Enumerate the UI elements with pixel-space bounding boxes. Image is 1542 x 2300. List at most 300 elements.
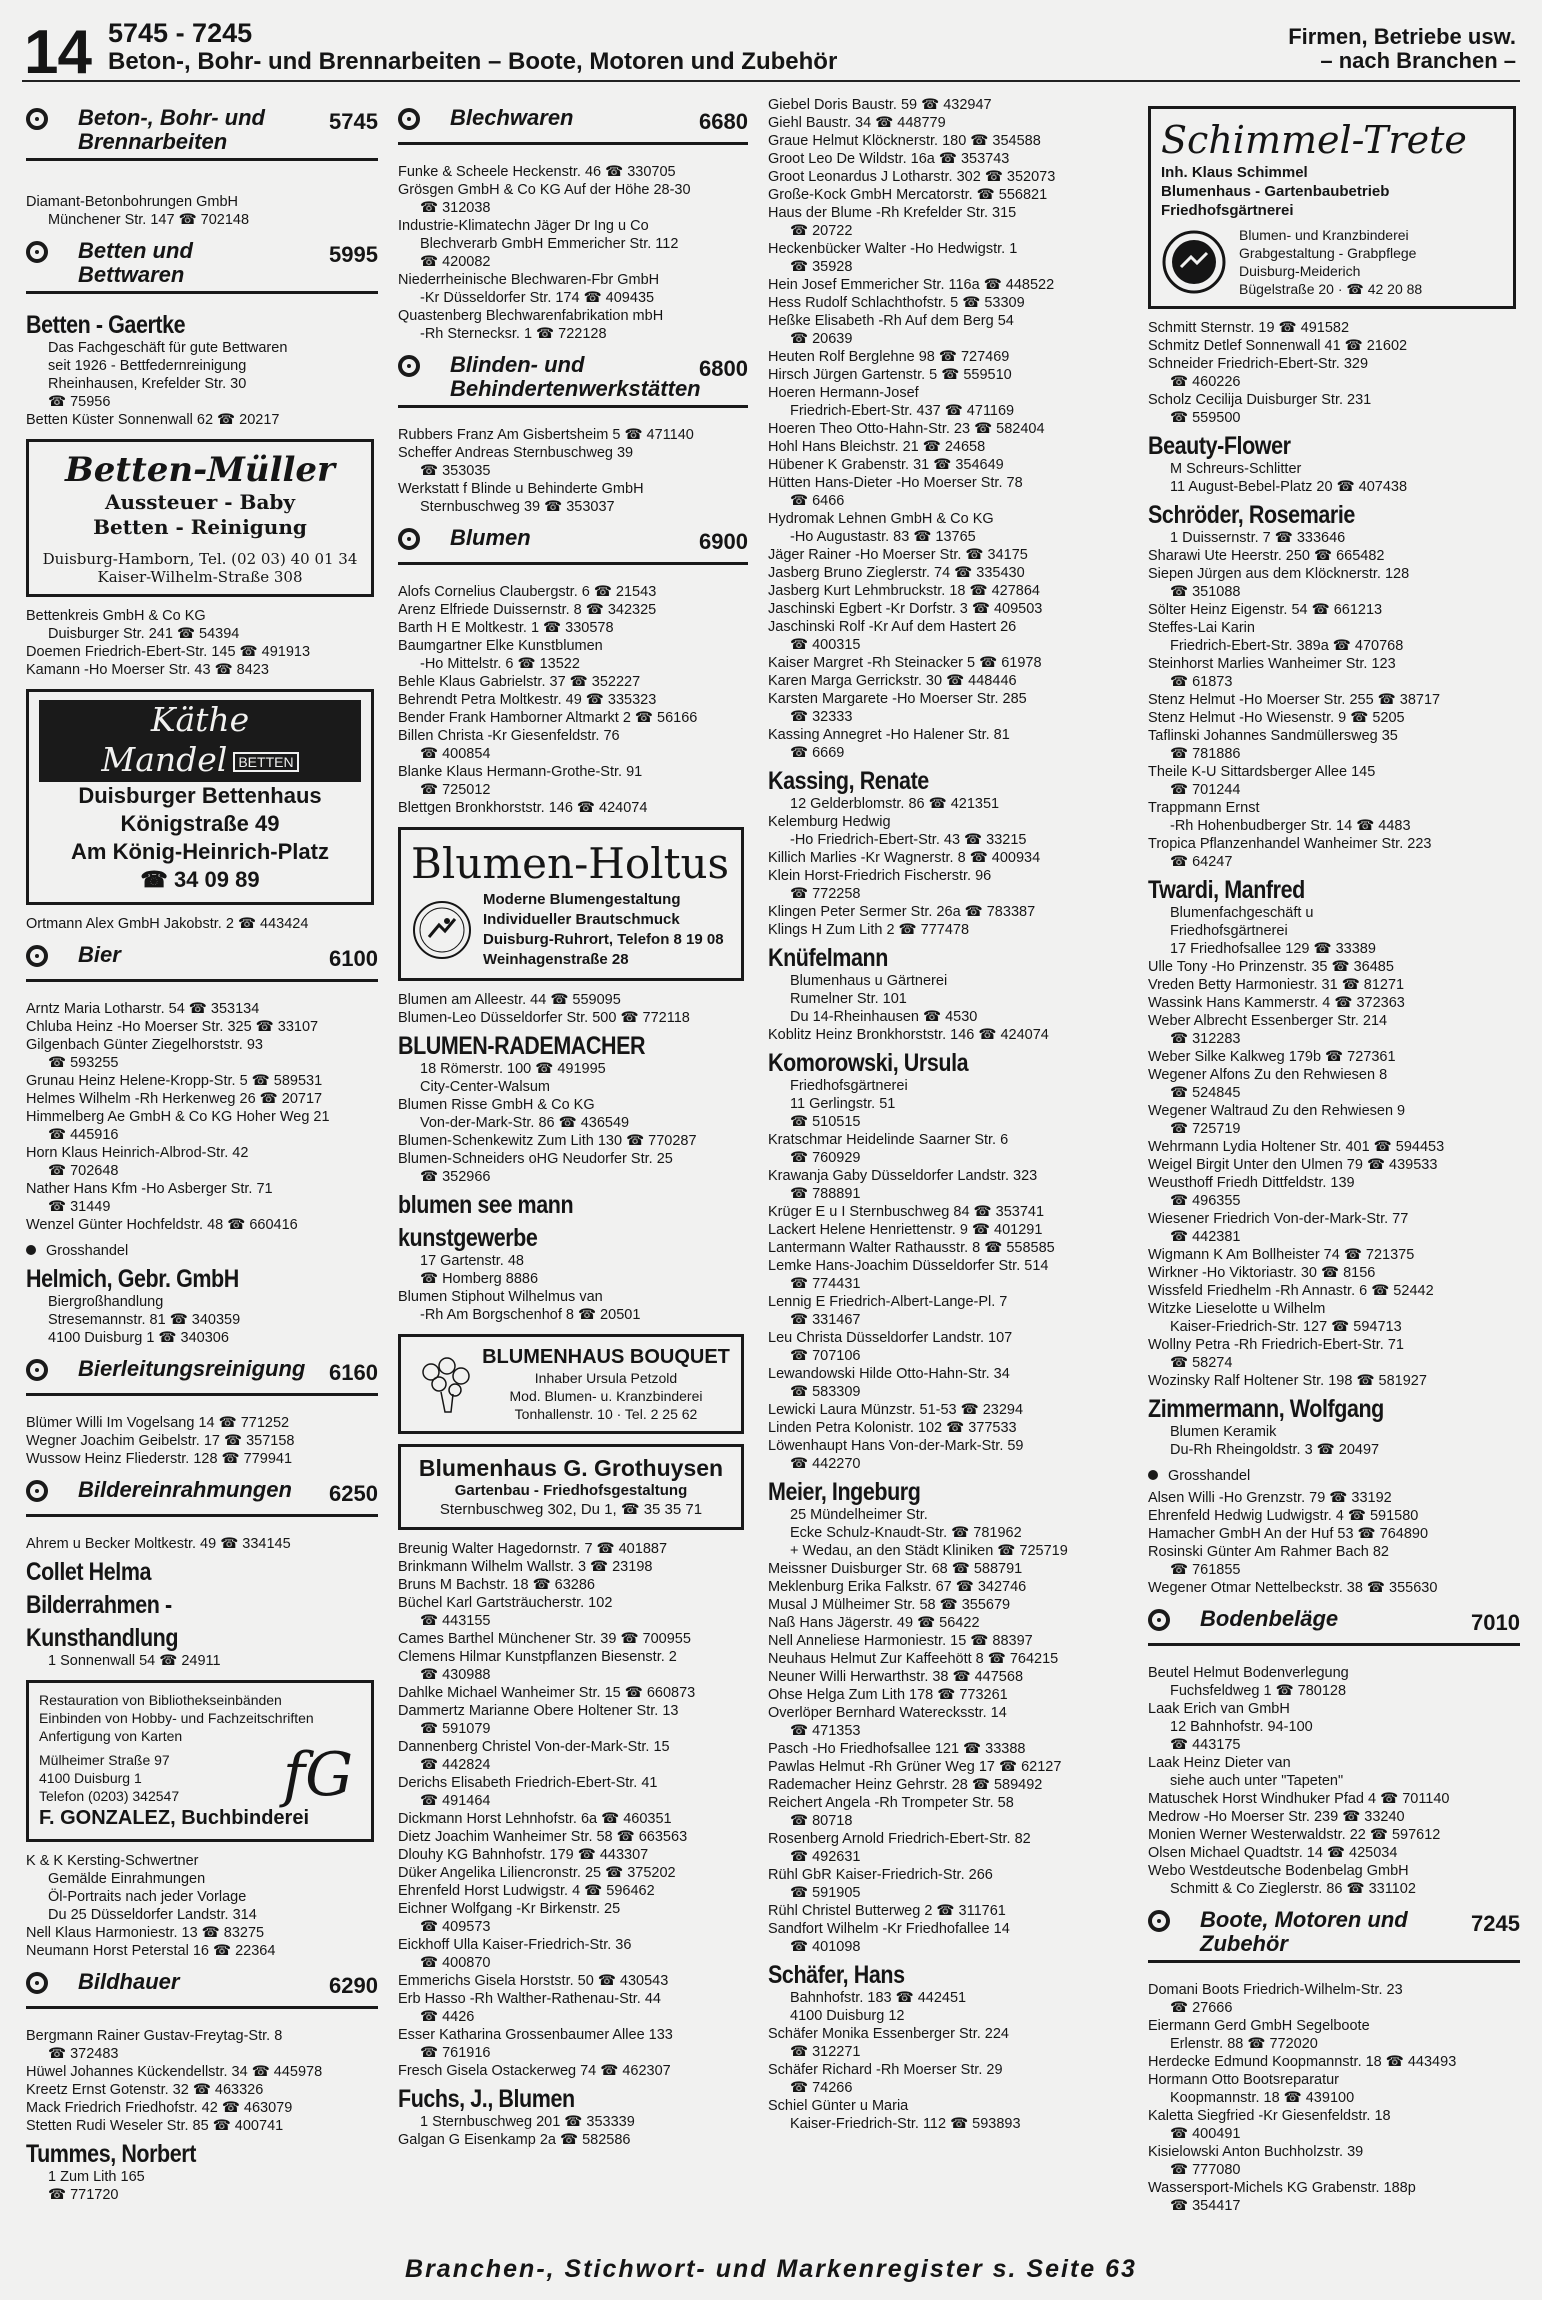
listing-entry: [1148, 1048, 1520, 1066]
entry-line: Werkstatt f Blinde u Behinderte GmbH: [398, 481, 644, 497]
listing-entry: [1148, 1246, 1520, 1264]
featured-details: [398, 2113, 748, 2131]
entry-line: ☎ 707106: [790, 1348, 861, 1364]
listing-entry: [768, 510, 1126, 546]
entry-line: ☎ 442381: [1170, 1229, 1241, 1245]
entry-line: Ortmann Alex GmbH Jakobstr. 2 ☎ 443424: [26, 916, 309, 932]
section-code: 7010: [1471, 1610, 1520, 1635]
entry-line: Rosinski Günter Am Rahmer Bach 82: [1148, 1544, 1389, 1560]
featured-listing: [26, 1592, 378, 1619]
featured-listing: [26, 312, 378, 411]
ad-line: Inhaber Ursula Petzold: [534, 1370, 678, 1386]
listing-entry: [1148, 994, 1520, 1012]
ad-box-grothuysen: [398, 1444, 744, 1530]
entry-line: ☎ 496355: [1170, 1193, 1241, 1209]
flower-bouquet-icon: [411, 1352, 481, 1416]
entry-line: Schmitz Detlef Sonnenwall 41 ☎ 21602: [1148, 338, 1408, 354]
section-title: Bierleitungsreinigung: [78, 1356, 306, 1381]
featured-listing: [1148, 433, 1520, 496]
listing-entry: [398, 271, 748, 307]
entry-line: Duisburger Str. 241 ☎ 54394: [48, 626, 240, 642]
listing-entry: [1148, 1264, 1520, 1282]
listing-entry: [398, 601, 748, 619]
listing-entry: [1148, 1664, 1520, 1700]
code-range: 5745 - 7245: [108, 18, 253, 48]
entry-line: Steinhorst Marlies Wanheimer Str. 123: [1148, 656, 1396, 672]
listing-entry: [768, 2025, 1126, 2061]
listing-entry: [26, 411, 378, 429]
entry-line: Erlenstr. 88 ☎ 772020: [1170, 2036, 1318, 2052]
listing-entry: [1148, 1066, 1520, 1102]
entry-line: Koopmannstr. 18 ☎ 439100: [1170, 2090, 1355, 2106]
entry-line: Du 14-Rheinhausen ☎ 4530: [790, 1009, 978, 1025]
entry-line: ☎ 312038: [420, 200, 491, 216]
ad-box-gonzalez: [26, 1680, 374, 1842]
entry-line: ☎ 6466: [790, 493, 845, 509]
ad-line: Bügelstraße 20 · ☎ 42 20 88: [1239, 281, 1423, 297]
entry-line: Stenz Helmut -Ho Wiesenstr. 9 ☎ 5205: [1148, 710, 1405, 726]
featured-name: Bilderrahmen -: [26, 1591, 172, 1619]
listing-entry: [398, 1774, 748, 1810]
entry-line: K & K Kersting-Schwertner: [26, 1853, 199, 1869]
listing-entry: [768, 903, 1126, 921]
subsection-label: [1148, 1467, 1520, 1485]
entry-line: Wussow Heinz Fliederstr. 128 ☎ 779941: [26, 1451, 293, 1467]
entry-line: Kaiser-Friedrich-Str. 112 ☎ 593893: [790, 2116, 1021, 2132]
ad-line: Blumenhaus - Gartenbaubetrieb: [1161, 183, 1390, 200]
featured-details: [768, 1989, 1126, 2025]
listing-entry: [1148, 355, 1520, 391]
entry-line: ☎ 80718: [790, 1813, 853, 1829]
entry-line: Sharawi Ute Heerstr. 250 ☎ 665482: [1148, 548, 1385, 564]
ad-body: [1161, 226, 1503, 298]
entry-line: Pawlas Helmut -Rh Grüner Weg 17 ☎ 62127: [768, 1759, 1062, 1775]
entry-line: ☎ 524845: [1170, 1085, 1241, 1101]
listing-entry: [768, 1758, 1126, 1776]
listing-entry: [768, 348, 1126, 366]
entry-line: Wozinsky Ralf Holtener Str. 198 ☎ 581927: [1148, 1373, 1427, 1389]
entry-line: Jäger Rainer -Ho Moerser Str. ☎ 34175: [768, 547, 1028, 563]
ad-phone: ☎ 34 09 89: [140, 867, 260, 892]
entry-line: Monien Werner Westerwaldstr. 22 ☎ 597612: [1148, 1827, 1441, 1843]
listing-entry: [398, 1990, 748, 2026]
entry-line: Kaiser-Friedrich-Str. 127 ☎ 594713: [1170, 1319, 1402, 1335]
listing-entry: [398, 2026, 748, 2062]
section-header: [398, 106, 748, 145]
column-3: [768, 96, 1126, 2246]
featured-name: Beauty-Flower: [1148, 432, 1291, 460]
listing-entry: [1148, 1981, 1520, 2017]
entry-line: Arntz Maria Lotharstr. 54 ☎ 353134: [26, 1001, 260, 1017]
ad-line: Duisburg-Hamborn, Tel. (02 03) 40 01 34: [42, 550, 358, 568]
entry-line: Arenz Elfriede Duissernstr. 8 ☎ 342325: [398, 602, 657, 618]
featured-name: Knüfelmann: [768, 944, 888, 972]
section-header: [1148, 1908, 1520, 1963]
listing-entry: [1148, 1336, 1520, 1372]
entry-line: Taflinski Johannes Sandmüllersweg 35: [1148, 728, 1398, 744]
entry-line: 11 August-Bebel-Platz 20 ☎ 407438: [1170, 479, 1408, 495]
entry-line: Kratschmar Heidelinde Saarner Str. 6: [768, 1132, 1009, 1148]
ad-box-schimmel: [1148, 106, 1516, 309]
entry-line: Blümer Willi Im Vogelsang 14 ☎ 771252: [26, 1415, 290, 1431]
featured-listing: [1148, 877, 1520, 958]
listing-entry: [398, 1096, 748, 1132]
entry-line: Blanke Klaus Hermann-Grothe-Str. 91: [398, 764, 643, 780]
featured-details: [26, 1293, 378, 1347]
listing-entry: [1148, 1102, 1520, 1138]
listing-entry: [26, 1432, 378, 1450]
entry-line: Domani Boots Friedrich-Wilhelm-Str. 23: [1148, 1982, 1403, 1998]
entry-line: Schneider Friedrich-Ebert-Str. 329: [1148, 356, 1369, 372]
entry-line: Weigel Birgit Unter den Ulmen 79 ☎ 439533: [1148, 1157, 1438, 1173]
entry-line: ☎ 64247: [1170, 854, 1233, 870]
listing-entry: [768, 1203, 1126, 1221]
ad-title: BLUMENHAUS BOUQUET: [482, 1346, 730, 1368]
entry-line: Steffes-Lai Karin: [1148, 620, 1255, 636]
entry-line: Jaschinski Egbert -Kr Dorfstr. 3 ☎ 409503: [768, 601, 1043, 617]
listing-entry: [26, 2117, 378, 2135]
entry-line: -Ho Augustastr. 83 ☎ 13765: [790, 529, 976, 545]
entry-line: Grösgen GmbH & Co KG Auf der Höhe 28-30: [398, 182, 691, 198]
entry-line: Hein Josef Emmericher Str. 116a ☎ 448522: [768, 277, 1055, 293]
entry-line: Wegener Waltraud Zu den Rehwiesen 9: [1148, 1103, 1406, 1119]
listing-entry: [1148, 1507, 1520, 1525]
ad-title: Blumen-Holtus: [411, 839, 730, 888]
listing-entry: [768, 600, 1126, 618]
listing-entry: [398, 691, 748, 709]
ad-box-kaethe: [26, 689, 374, 905]
entry-line: Brinkmann Wilhelm Wallstr. 3 ☎ 23198: [398, 1559, 653, 1575]
entry-line: City-Center-Walsum: [420, 1079, 550, 1095]
entry-line: Fuchsfeldweg 1 ☎ 780128: [1170, 1683, 1347, 1699]
entry-line: Dickmann Horst Lehnhofstr. 6a ☎ 460351: [398, 1811, 672, 1827]
entry-line: 1 Duissernstr. 7 ☎ 333646: [1170, 530, 1346, 546]
entry-line: -Rh Am Borgschenhof 8 ☎ 20501: [420, 1307, 641, 1323]
entry-line: ☎ 781886: [1170, 746, 1241, 762]
entry-line: ☎ 725719: [1170, 1121, 1241, 1137]
entry-line: Weber Albrecht Essenberger Str. 214: [1148, 1013, 1388, 1029]
entry-line: Löwenhaupt Hans Von-der-Mark-Str. 59: [768, 1438, 1024, 1454]
featured-listing: [768, 768, 1126, 813]
section-title: Betten und Bettwaren: [78, 238, 193, 287]
section-title: Bildereinrahmungen: [78, 1477, 292, 1502]
entry-line: ☎ Homberg 8886: [420, 1271, 539, 1287]
entry-line: Wassink Hans Kammerstr. 4 ☎ 372363: [1148, 995, 1405, 1011]
listing-entry: [1148, 691, 1520, 709]
entry-line: Witzke Lieselotte u Wilhelm: [1148, 1301, 1326, 1317]
entry-line: Blumenfachgeschäft u: [1170, 905, 1314, 921]
listing-entry: [1148, 799, 1520, 835]
listing-entry: [768, 1329, 1126, 1365]
entry-line: 1 Sternbuschweg 201 ☎ 353339: [420, 2114, 635, 2130]
listing-entry: [26, 661, 378, 679]
listing-entry: [768, 240, 1126, 276]
listing-entry: [398, 163, 748, 181]
entry-line: Olsen Michael Quadtstr. 14 ☎ 425034: [1148, 1845, 1398, 1861]
listing-entry: [1148, 1210, 1520, 1246]
entry-line: 25 Mündelheimer Str.: [790, 1507, 928, 1523]
featured-details: [26, 2168, 378, 2204]
entry-line: Behrendt Petra Moltkestr. 49 ☎ 335323: [398, 692, 657, 708]
listing-entry: [1148, 1372, 1520, 1390]
featured-name: Collet Helma: [26, 1558, 152, 1586]
listing-entry: [26, 643, 378, 661]
entry-line: ☎ 430988: [420, 1667, 491, 1683]
ad-line: Duisburger Bettenhaus: [78, 783, 322, 808]
ad-title-tag: BETTEN: [233, 752, 298, 772]
entry-line: ☎ 75956: [48, 394, 111, 410]
section-ring-icon: [1148, 1609, 1170, 1631]
entry-line: Weber Silke Kalkweg 179b ☎ 727361: [1148, 1049, 1396, 1065]
listing-entry: [768, 654, 1126, 672]
entry-line: Hoeren Hermann-Josef: [768, 385, 919, 401]
listing-entry: [26, 1414, 378, 1432]
entry-line: 1 Sonnenwall 54 ☎ 24911: [48, 1653, 221, 1669]
entry-line: Wegner Joachim Geibelstr. 17 ☎ 357158: [26, 1433, 295, 1449]
entry-line: ☎ 61873: [1170, 674, 1233, 690]
entry-line: Du 25 Düsseldorfer Landstr. 314: [48, 1907, 257, 1923]
section-code: 5745: [329, 109, 378, 134]
listing-entry: [768, 1239, 1126, 1257]
featured-listing: [26, 1625, 378, 1670]
listing-entry: [1148, 1862, 1520, 1898]
entry-line: Weusthoff Friedh Dittfeldstr. 139: [1148, 1175, 1355, 1191]
entry-line: Hamacher GmbH An der Huf 53 ☎ 764890: [1148, 1526, 1429, 1542]
section-ring-icon: [26, 108, 48, 130]
entry-line: Ehrenfeld Hedwig Ludwigstr. 4 ☎ 591580: [1148, 1508, 1419, 1524]
ad-line: Aussteuer - Baby: [104, 490, 296, 514]
entry-line: ☎ 352966: [420, 1169, 491, 1185]
listing-entry: [398, 1738, 748, 1774]
listing-entry: [1148, 1700, 1520, 1754]
ad-title-wrap: [39, 700, 361, 782]
listing-entry: [768, 1596, 1126, 1614]
entry-line: seit 1926 - Bettfedernreinigung: [48, 358, 247, 374]
listing-entry: [398, 799, 748, 817]
entry-line: Ulle Tony -Ho Prinzenstr. 35 ☎ 36485: [1148, 959, 1394, 975]
listing-entry: [1148, 601, 1520, 619]
listing-entry: [26, 1216, 378, 1234]
entry-line: 18 Römerstr. 100 ☎ 491995: [420, 1061, 606, 1077]
entry-line: Rademacher Heinz Gehrstr. 28 ☎ 589492: [768, 1777, 1043, 1793]
entry-line: Kaletta Siegfried -Kr Giesenfeldstr. 18: [1148, 2108, 1391, 2124]
entry-line: ☎ 354417: [1170, 2198, 1241, 2214]
listing-entry: [1148, 1012, 1520, 1048]
ad-line: Königstraße 49: [120, 811, 280, 836]
listing-entry: [398, 1132, 748, 1150]
section-title: Blechwaren: [450, 105, 574, 130]
entry-line: ☎ 559500: [1170, 410, 1241, 426]
entry-line: Behle Klaus Gabrielstr. 37 ☎ 352227: [398, 674, 641, 690]
listing-entry: [768, 690, 1126, 726]
listing-entry: [768, 1293, 1126, 1329]
listing-entry: [398, 2062, 748, 2080]
entry-line: ☎ 593255: [48, 1055, 119, 1071]
entry-line: Billen Christa -Kr Giesenfeldstr. 76: [398, 728, 620, 744]
featured-listing: [26, 2141, 378, 2204]
entry-line: 17 Gartenstr. 48: [420, 1253, 524, 1269]
entry-line: ☎ 701244: [1170, 782, 1241, 798]
entry-line: -Rh Sternecksr. 1 ☎ 722128: [420, 326, 607, 342]
entry-line: -Kr Düsseldorfer Str. 174 ☎ 409435: [420, 290, 655, 306]
entry-line: Dammertz Marianne Obere Holtener Str. 13: [398, 1703, 679, 1719]
entry-line: Vreden Betty Harmoniestr. 31 ☎ 81271: [1148, 977, 1405, 993]
ad-title: [39, 700, 361, 782]
section-title: Beton-, Bohr- und Brennarbeiten: [78, 105, 265, 154]
entry-line: Musal J Mülheimer Str. 58 ☎ 355679: [768, 1597, 1011, 1613]
listing-entry: [768, 1902, 1126, 1920]
entry-line: Sandfort Wilhelm -Kr Friedhofallee 14: [768, 1921, 1010, 1937]
entry-line: ☎ 401098: [790, 1939, 861, 1955]
listing-entry: [1148, 565, 1520, 601]
entry-line: ☎ 761855: [1170, 1562, 1241, 1578]
listing-entry: [768, 366, 1126, 384]
entry-line: Wenzel Günter Hochfeldstr. 48 ☎ 660416: [26, 1217, 298, 1233]
entry-line: ☎ 772258: [790, 886, 861, 902]
column-2: [398, 96, 748, 2246]
entry-line: Clemens Hilmar Kunstpflanzen Biesenstr. 2: [398, 1649, 677, 1665]
entry-line: Linden Petra Kolonistr. 102 ☎ 377533: [768, 1420, 1017, 1436]
entry-line: Düker Angelika Liliencronstr. 25 ☎ 375202: [398, 1865, 676, 1881]
listing-entry: [768, 1221, 1126, 1239]
entry-line: Wassersport-Michels KG Grabenstr. 188p: [1148, 2180, 1416, 2196]
entry-line: Bettenkreis GmbH & Co KG: [26, 608, 206, 624]
entry-line: Krawanja Gaby Düsseldorfer Landstr. 323: [768, 1168, 1038, 1184]
listing-entry: [768, 1437, 1126, 1473]
entry-line: ☎ 372483: [48, 2046, 119, 2062]
entry-line: Neumann Horst Peterstal 16 ☎ 22364: [26, 1943, 276, 1959]
entry-line: Matuschek Horst Windhuker Pfad 4 ☎ 701140: [1148, 1791, 1450, 1807]
entry-line: Breunig Walter Hagedornstr. 7 ☎ 401887: [398, 1541, 668, 1557]
listing-entry: [1148, 976, 1520, 994]
entry-line: Cames Barthel Münchener Str. 39 ☎ 700955: [398, 1631, 691, 1647]
entry-line: Kaiser Margret -Rh Steinacker 5 ☎ 61978: [768, 655, 1042, 671]
ad-title: F. GONZALEZ, Buchbinderei: [39, 1807, 310, 1829]
entry-line: Von-der-Mark-Str. 86 ☎ 436549: [420, 1115, 630, 1131]
section-code: 6160: [329, 1360, 378, 1385]
ad-line: Anfertigung von Karten: [39, 1728, 183, 1744]
featured-name: BLUMEN-RADEMACHER: [398, 1032, 646, 1060]
ad-title: Blumenhaus G. Grothuysen: [418, 1455, 724, 1481]
listing-entry: [26, 2027, 378, 2063]
entry-line: Blettgen Bronkhorststr. 146 ☎ 424074: [398, 800, 648, 816]
entry-line: Du-Rh Rheingoldstr. 3 ☎ 20497: [1170, 1442, 1380, 1458]
ad-line: Individueller Brautschmuck: [483, 911, 680, 928]
entry-line: Klein Horst-Friedrich Fischerstr. 96: [768, 868, 992, 884]
entry-line: Giehl Baustr. 34 ☎ 448779: [768, 115, 946, 131]
listing-entry: [398, 1828, 748, 1846]
entry-line: Schmitt Sternstr. 19 ☎ 491582: [1148, 320, 1350, 336]
listing-entry: [398, 1702, 748, 1738]
entry-line: Barth H E Moltkestr. 1 ☎ 330578: [398, 620, 614, 636]
entry-line: 12 Gelderblomstr. 86 ☎ 421351: [790, 796, 1000, 812]
featured-name: kunstgewerbe: [398, 1224, 538, 1252]
listing-entry: [768, 1776, 1126, 1794]
listing-entry: [768, 849, 1126, 867]
entry-line: Große-Kock GmbH Mercatorstr. ☎ 556821: [768, 187, 1048, 203]
section-title: Blinden- und Behindertenwerkstätten: [450, 352, 701, 401]
listing-entry: [26, 1942, 378, 1960]
section-ring-icon: [26, 1480, 48, 1502]
listing-entry: [26, 1108, 378, 1144]
entry-line: ☎ 771720: [48, 2187, 119, 2203]
listing-entry: [768, 1830, 1126, 1866]
entry-line: Wissfeld Friedhelm -Rh Annastr. 6 ☎ 52442: [1148, 1283, 1434, 1299]
entry-line: Haus der Blume -Rh Krefelder Str. 315: [768, 205, 1017, 221]
entry-line: Ahrem u Becker Moltkestr. 49 ☎ 334145: [26, 1536, 291, 1552]
entry-line: Jaschinski Rolf -Kr Auf dem Hastert 26: [768, 619, 1017, 635]
entry-line: 4100 Duisburg 1 ☎ 340306: [48, 1330, 229, 1346]
entry-line: Blumen-Schenkewitz Zum Lith 130 ☎ 770287: [398, 1133, 697, 1149]
entry-line: Heuten Rolf Berglehne 98 ☎ 727469: [768, 349, 1010, 365]
entry-line: Hirsch Jürgen Gartenstr. 5 ☎ 559510: [768, 367, 1012, 383]
entry-line: Wegener Alfons Zu den Rehwiesen 8: [1148, 1067, 1388, 1083]
featured-name: Helmich, Gebr. GmbH: [26, 1265, 239, 1293]
section-header: [398, 353, 748, 408]
entry-line: Hess Rudolf Schlachthofstr. 5 ☎ 53309: [768, 295, 1025, 311]
entry-line: Büchel Karl Gartsträucherstr. 102: [398, 1595, 613, 1611]
listing-entry: [768, 1632, 1126, 1650]
listing-entry: [398, 426, 748, 444]
featured-name: Tummes, Norbert: [26, 2140, 196, 2168]
featured-listing: [1148, 502, 1520, 547]
section-title: Bodenbeläge: [1200, 1606, 1339, 1631]
featured-listing: [398, 1192, 748, 1219]
listing-entry: [768, 813, 1126, 849]
entry-line: ☎ 353035: [420, 463, 491, 479]
page-title: Beton-, Bohr- und Brennarbeiten – Boote, Motoren und Zubehör: [108, 48, 838, 75]
entry-line: -Ho Mittelstr. 6 ☎ 13522: [420, 656, 580, 672]
listing-entry: [26, 2081, 378, 2099]
listing-entry: [768, 1794, 1126, 1830]
featured-details: [768, 972, 1126, 1026]
ad-line: Restauration von Bibliothekseinbänden: [39, 1692, 282, 1708]
entry-line: Herdecke Edmund Koopmannstr. 18 ☎ 443493: [1148, 2054, 1457, 2070]
entry-line: Stetten Rudi Weseler Str. 85 ☎ 400741: [26, 2118, 284, 2134]
bullet-icon: [1148, 1470, 1158, 1480]
entry-line: Krüger E u I Sternbuschweg 84 ☎ 353741: [768, 1204, 1045, 1220]
listing-entry: [768, 2061, 1126, 2097]
entry-line: 11 Gerlingstr. 51: [790, 1096, 896, 1112]
listing-entry: [768, 1740, 1126, 1758]
ad-line: Blumen- und Kranzbinderei: [1239, 227, 1409, 243]
entry-line: ☎ 420082: [420, 254, 491, 270]
ad-box-bettenmueller: [26, 439, 374, 597]
section-title: Bier: [78, 942, 121, 967]
entry-line: ☎ 442270: [790, 1456, 861, 1472]
ad-title: Schimmel-Trete: [1161, 118, 1467, 162]
ad-box-bouquet: [398, 1334, 744, 1434]
ad-line: Duisburg-Meiderich: [1239, 263, 1361, 279]
listing-entry: [26, 1018, 378, 1036]
entry-line: Meissner Duisburger Str. 68 ☎ 588791: [768, 1561, 1023, 1577]
entry-line: Gilgenbach Günter Ziegelhorststr. 93: [26, 1037, 263, 1053]
entry-line: Hüwel Johannes Kückendellstr. 34 ☎ 445978: [26, 2064, 323, 2080]
entry-line: Killich Marlies -Kr Wagnerstr. 8 ☎ 400934: [768, 850, 1041, 866]
entry-line: Rumelner Str. 101: [790, 991, 907, 1007]
listing-entry: [768, 456, 1126, 474]
section-title: Blumen: [450, 525, 531, 550]
section-ring-icon: [26, 1972, 48, 1994]
section-ring-icon: [1148, 1910, 1170, 1932]
listing-entry: [1148, 709, 1520, 727]
listing-entry: [398, 1684, 748, 1702]
ad-title: Betten-Müller: [65, 450, 335, 490]
entry-line: Himmelberg Ae GmbH & Co KG Hoher Weg 21: [26, 1109, 330, 1125]
section-ring-icon: [398, 528, 420, 550]
entry-line: ☎ 31449: [48, 1199, 111, 1215]
footer-register-note: Branchen-, Stichwort- und Markenregister s. Seite 63: [405, 2255, 1137, 2283]
